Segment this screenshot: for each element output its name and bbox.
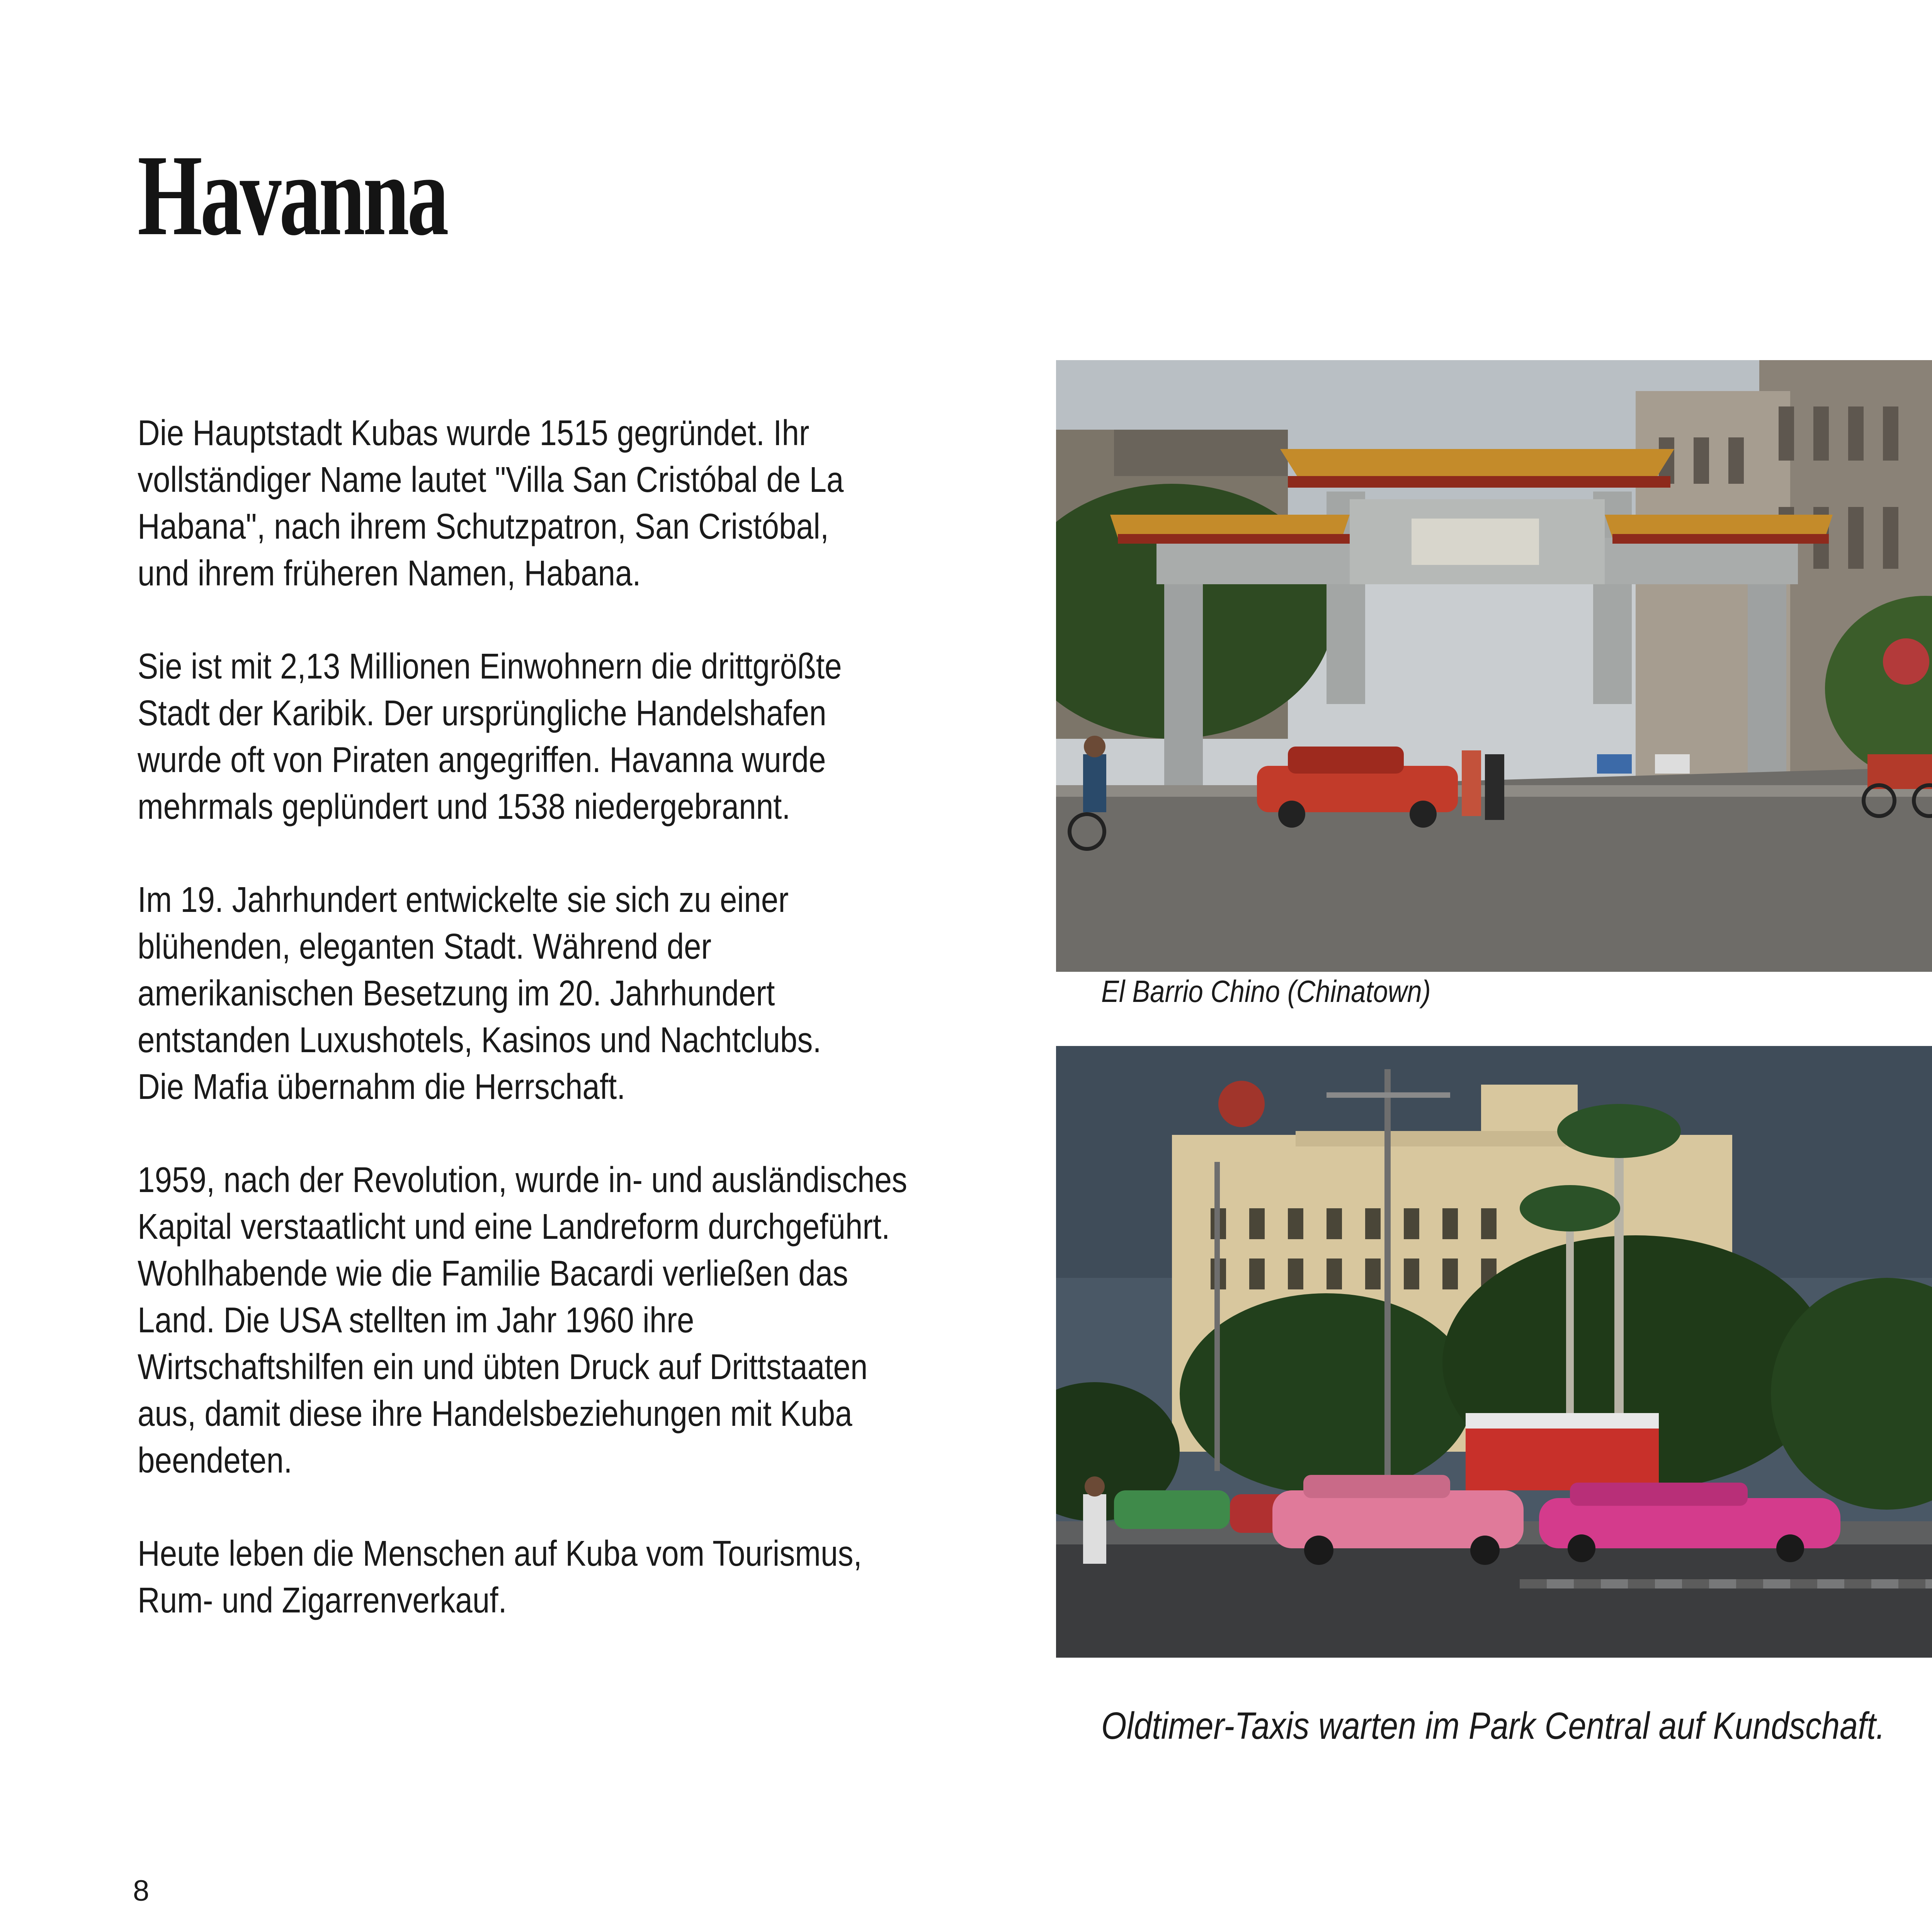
oldtimer-taxis-image bbox=[1056, 1046, 1932, 1658]
page-title: Havanna bbox=[138, 131, 447, 259]
photo-caption-oldtimer-taxis: Oldtimer-Taxis warten im Park Central auf Kundschaft. bbox=[1101, 1704, 1885, 1747]
paragraph-revolution: 1959, nach der Revolution, wurde in- und ausländisches Kapital verstaatlicht und eine Landreform durchgeführt. Wohlhabende wie die Familie Bacardi verließen das Land. Die USA stellten im Jahr 1960 ihre Wirtschaftshilfen ein und übten Druck auf Drittstaaten aus, damit diese ihre Handelsbeziehungen mit Kuba beendeten. bbox=[138, 1160, 907, 1480]
paragraph-today: Heute leben die Menschen auf Kuba vom Tourismus, Rum- und Zigarrenverkauf. bbox=[138, 1533, 862, 1620]
body-text bbox=[138, 410, 1038, 1670]
chinatown-gate-image bbox=[1056, 360, 1932, 972]
oldtimer-taxis-photo bbox=[1056, 1046, 1932, 1658]
page-number: 8 bbox=[133, 1874, 150, 1907]
chinatown-gate-photo bbox=[1056, 360, 1932, 972]
paragraph-19th-century: Im 19. Jahrhundert entwickelte sie sich zu einer blühenden, eleganten Stadt. Während der amerikanischen Besetzung im 20. Jahrhundert entstanden Luxushotels, Kasinos und Nachtclubs. Die Mafia übernahm die Herrschaft. bbox=[138, 879, 821, 1107]
paragraph-population: Sie ist mit 2,13 Millionen Einwohnern die drittgrößte Stadt der Karibik. Der ursprüngliche Handelshafen wurde oft von Piraten angegriffen. Havanna wurde mehrmals geplündert und 1538 niedergebrannt. bbox=[138, 646, 842, 827]
paragraph-founding: Die Hauptstadt Kubas wurde 1515 gegründet. Ihr vollständiger Name lautet "Villa San Cristóbal de La Habana", nach ihrem Schutzpatron, San Cristóbal, und ihrem früheren Namen, Habana. bbox=[138, 413, 844, 593]
photo-caption-chinatown: El Barrio Chino (Chinatown) bbox=[1101, 974, 1431, 1009]
